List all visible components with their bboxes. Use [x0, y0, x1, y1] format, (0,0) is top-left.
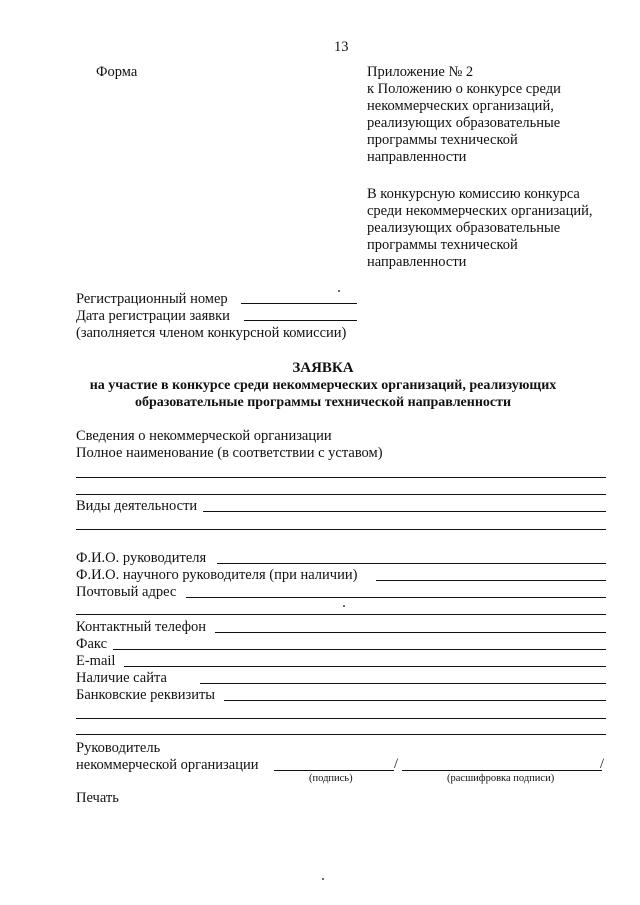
- appendix-line: программы технической: [367, 132, 518, 148]
- signature-slash: /: [394, 756, 399, 772]
- signature-decryption-field[interactable]: [402, 770, 602, 771]
- scan-speck: [338, 290, 340, 292]
- document-title: ЗАЯВКА: [292, 360, 354, 376]
- email-field[interactable]: [124, 666, 606, 667]
- postal-address-field-line1[interactable]: [186, 597, 606, 598]
- appendix-line: к Положению о конкурсе среди: [367, 81, 561, 97]
- sci-head-name-field[interactable]: [376, 580, 606, 581]
- scan-speck: [343, 605, 345, 607]
- postal-address-label: Почтовый адрес: [76, 584, 177, 600]
- stamp-label: Печать: [76, 790, 119, 806]
- fax-field[interactable]: [113, 649, 606, 650]
- scan-speck: [322, 878, 324, 880]
- addressee-line: программы технической: [367, 237, 518, 253]
- registration-date-field[interactable]: [244, 320, 357, 321]
- phone-field[interactable]: [215, 632, 606, 633]
- document-subtitle-line2: образовательные программы технической направленности: [134, 395, 512, 410]
- activities-field-line2[interactable]: [76, 529, 606, 530]
- document-subtitle-line1: на участие в конкурсе среди некоммерческих организаций, реализующих: [89, 378, 557, 393]
- appendix-line: реализующих образовательные: [367, 115, 561, 131]
- bank-details-label: Банковские реквизиты: [76, 687, 216, 703]
- website-label: Наличие сайта: [76, 670, 167, 686]
- full-name-field-line2[interactable]: [76, 494, 606, 495]
- addressee-line: направленности: [367, 254, 467, 270]
- signature-field[interactable]: [274, 770, 394, 771]
- signature-caption: (подпись): [309, 773, 353, 784]
- appendix-line: Приложение № 2: [367, 64, 474, 80]
- bank-details-field-line3[interactable]: [76, 734, 606, 735]
- registration-number-label: Регистрационный номер: [76, 291, 228, 307]
- signature-slash-end: /: [600, 756, 605, 772]
- postal-address-field-line2[interactable]: [76, 614, 606, 615]
- form-label: Форма: [96, 64, 138, 80]
- appendix-line: направленности: [367, 149, 467, 165]
- head-signature-label: Руководитель: [76, 740, 161, 756]
- bank-details-field-line2[interactable]: [76, 718, 606, 719]
- bank-details-field-line1[interactable]: [224, 700, 606, 701]
- addressee-line: реализующих образовательные: [367, 220, 561, 236]
- email-label: E-mail: [76, 653, 116, 669]
- registration-date-label: Дата регистрации заявки: [76, 308, 230, 324]
- decryption-caption: (расшифровка подписи): [447, 773, 555, 784]
- registration-number-field[interactable]: [241, 303, 357, 304]
- website-field[interactable]: [200, 683, 606, 684]
- activities-label: Виды деятельности: [76, 498, 198, 514]
- addressee-line: В конкурсную комиссию конкурса: [367, 186, 580, 202]
- registration-note: (заполняется членом конкурсной комиссии): [76, 325, 347, 341]
- head-name-field[interactable]: [217, 563, 606, 564]
- full-name-field-line1[interactable]: [76, 477, 606, 478]
- appendix-line: некоммерческих организаций,: [367, 98, 554, 114]
- org-section-label: Сведения о некоммерческой организации: [76, 428, 332, 444]
- fax-label: Факс: [76, 636, 108, 652]
- activities-field-line1[interactable]: [203, 511, 606, 512]
- sci-head-name-label: Ф.И.О. научного руководителя (при наличии): [76, 567, 358, 583]
- org-signature-label: некоммерческой организации: [76, 757, 259, 773]
- addressee-line: среди некоммерческих организаций,: [367, 203, 593, 219]
- head-name-label: Ф.И.О. руководителя: [76, 550, 207, 566]
- page-number: 13: [334, 39, 349, 55]
- phone-label: Контактный телефон: [76, 619, 207, 635]
- full-name-label: Полное наименование (в соответствии с уставом): [76, 445, 383, 461]
